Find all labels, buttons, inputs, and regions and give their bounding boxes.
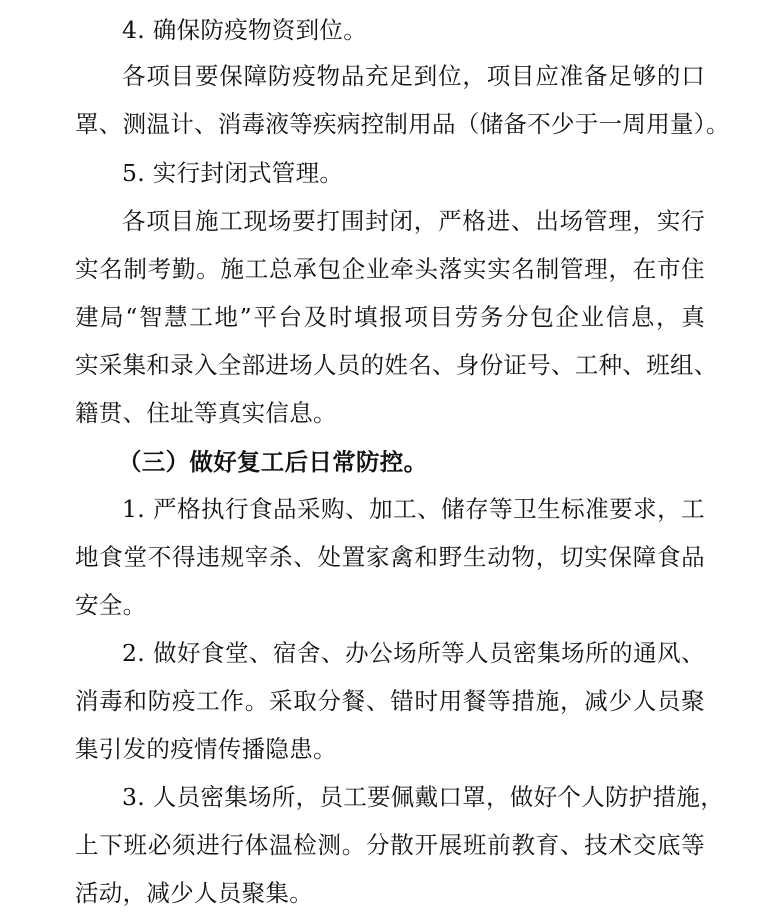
paragraph-line: 籍贯、住址等真实信息。 — [75, 399, 337, 427]
paragraph-line: 安全。 — [75, 591, 147, 619]
paragraph-line: 地食堂不得违规宰杀、处置家禽和野生动物，切实保障食品 — [75, 543, 705, 571]
paragraph-line: 各项目要保障防疫物品充足到位，项目应准备足够的口 — [122, 62, 705, 90]
paragraph-line: 各项目施工现场要打围封闭，严格进、出场管理，实行 — [122, 207, 705, 235]
section-heading: （三）做好复工后日常防控。 — [118, 448, 428, 476]
paragraph-line: 活动，减少人员聚集。 — [75, 879, 313, 907]
list-item-5-heading: 5. 实行封闭式管理。 — [122, 159, 344, 187]
paragraph-line: 建局“智慧工地”平台及时填报项目劳务分包企业信息，真 — [75, 303, 705, 331]
paragraph-line: 罩、测温计、消毒液等疾病控制用品（储备不少于一周用量）。 — [75, 110, 730, 138]
paragraph-line: 消毒和防疫工作。采取分餐、错时用餐等措施，减少人员聚 — [75, 687, 705, 715]
paragraph-line: 上下班必须进行体温检测。分散开展班前教育、技术交底等 — [75, 831, 705, 859]
paragraph-line: 集引发的疫情传播隐患。 — [75, 735, 337, 763]
paragraph-line: 3. 人员密集场所，员工要佩戴口罩，做好个人防护措施， — [122, 783, 724, 811]
paragraph-line: 2. 做好食堂、宿舍、办公场所等人员密集场所的通风、 — [122, 639, 705, 667]
paragraph-line: 实名制考勤。施工总承包企业牵头落实实名制管理，在市住 — [75, 255, 705, 283]
paragraph-line: 实采集和录入全部进场人员的姓名、身份证号、工种、班组、 — [75, 351, 718, 379]
paragraph-line: 1. 严格执行食品采购、加工、储存等卫生标准要求，工 — [122, 495, 705, 523]
list-item-4-heading: 4. 确保防疫物资到位。 — [122, 16, 367, 44]
